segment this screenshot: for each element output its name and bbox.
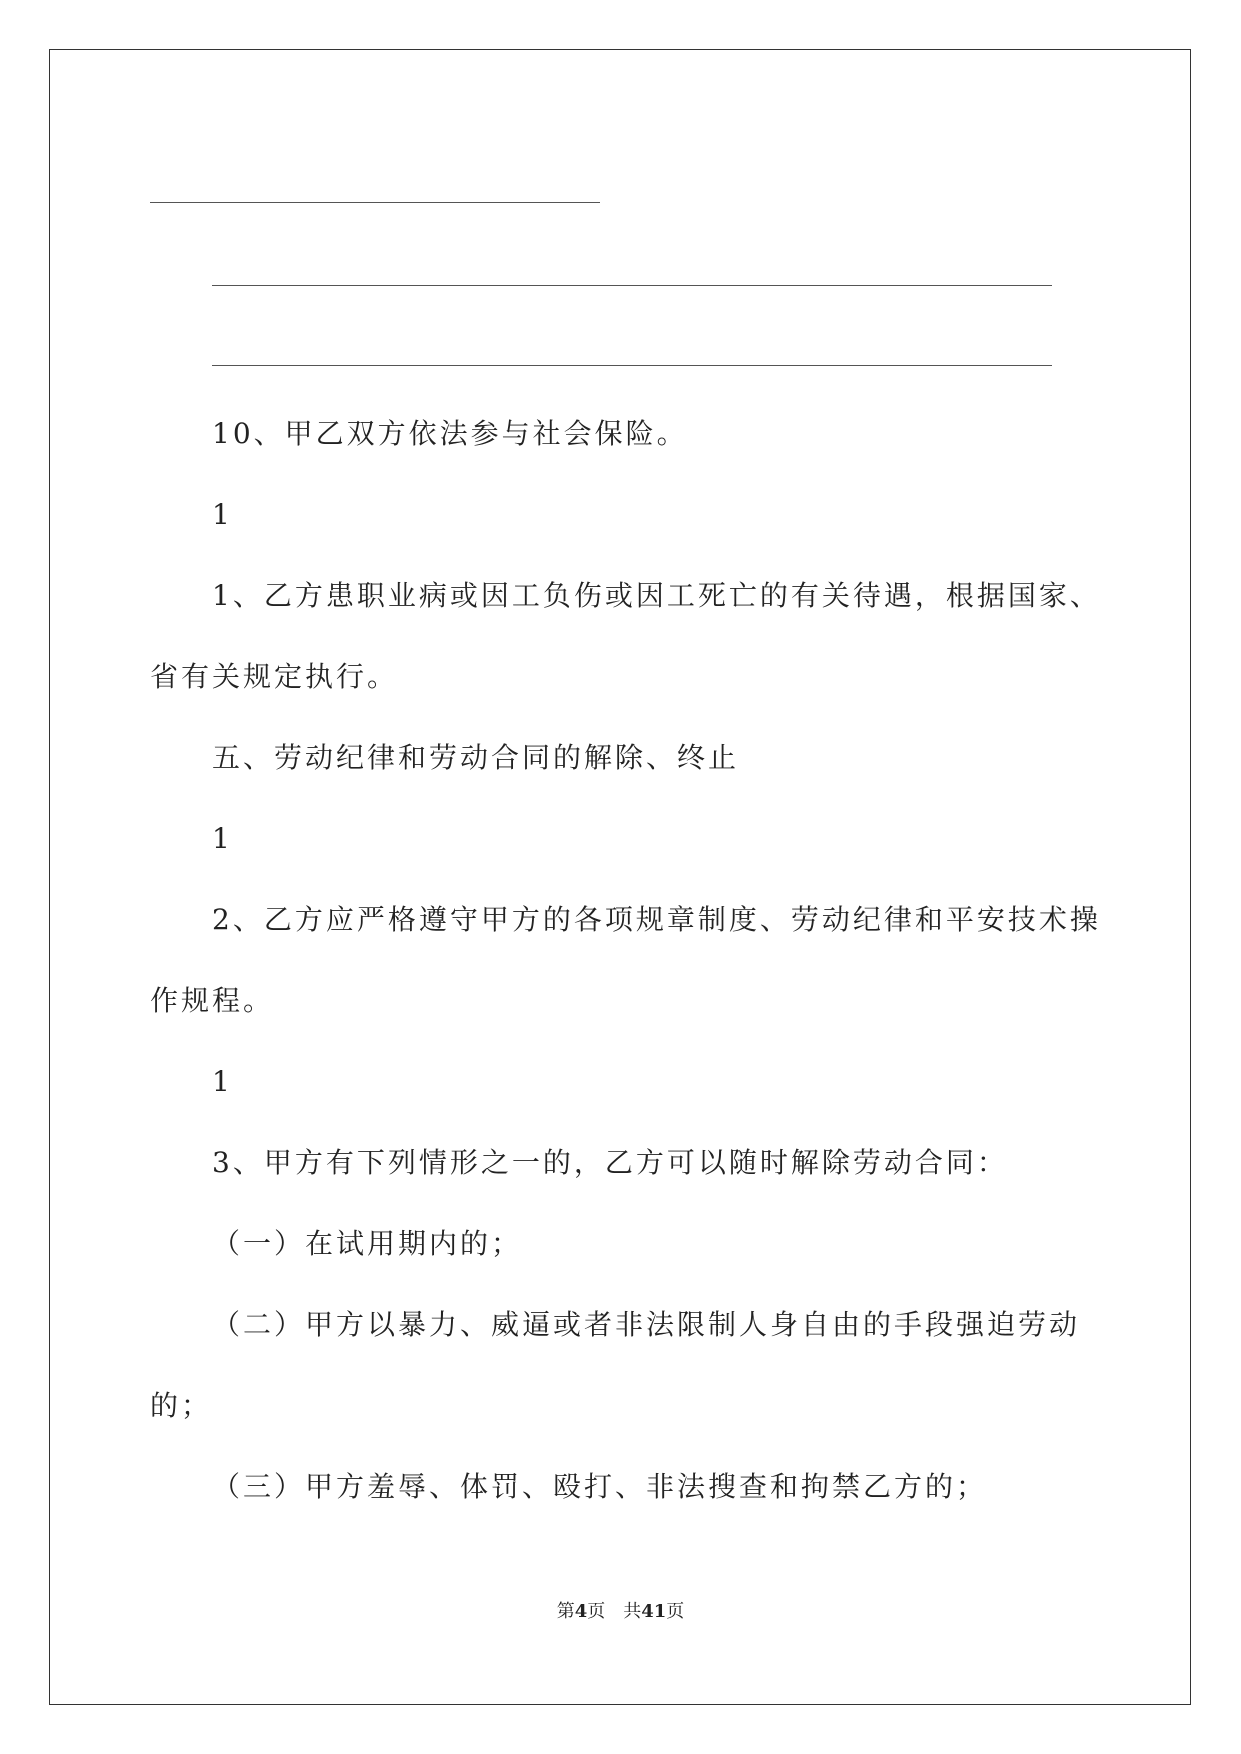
- blank-fill-line-3: [212, 365, 1052, 366]
- blank-fill-line-1: [150, 202, 600, 203]
- page-border: [49, 49, 1191, 1705]
- footer-suffix: 页: [666, 1601, 685, 1622]
- paragraph-line: 1、乙方患职业病或因工负伤或因工死亡的有关待遇，根据国家、: [212, 579, 1101, 612]
- footer-total-pages: 41: [641, 1601, 667, 1622]
- paragraph-line: （二）甲方以暴力、威逼或者非法限制人身自由的手段强迫劳动: [212, 1308, 1081, 1341]
- paragraph-line: 2、乙方应严格遵守甲方的各项规章制度、劳动纪律和平安技术操: [212, 903, 1101, 936]
- paragraph-line: 作规程。: [150, 984, 275, 1017]
- paragraph-line: 1: [212, 1065, 233, 1098]
- blank-fill-line-2: [212, 285, 1052, 286]
- paragraph-line: 3、甲方有下列情形之一的，乙方可以随时解除劳动合同：: [212, 1146, 1008, 1179]
- paragraph-line: （一）在试用期内的；: [212, 1227, 523, 1260]
- footer-mid: 页 共: [587, 1601, 642, 1622]
- paragraph-line: 10、甲乙双方依法参与社会保险。: [212, 417, 688, 450]
- paragraph-line: （三）甲方羞辱、体罚、殴打、非法搜查和拘禁乙方的；: [212, 1470, 988, 1503]
- paragraph-line: 1: [212, 498, 233, 531]
- page-footer: [0, 1601, 1241, 1623]
- section-heading: 五、劳动纪律和劳动合同的解除、终止: [212, 741, 740, 774]
- paragraph-line: 1: [212, 822, 233, 855]
- paragraph-line: 的；: [150, 1389, 213, 1422]
- paragraph-line: 省有关规定执行。: [150, 660, 399, 693]
- footer-page-number: 4: [574, 1601, 588, 1622]
- footer-prefix: 第: [556, 1601, 575, 1622]
